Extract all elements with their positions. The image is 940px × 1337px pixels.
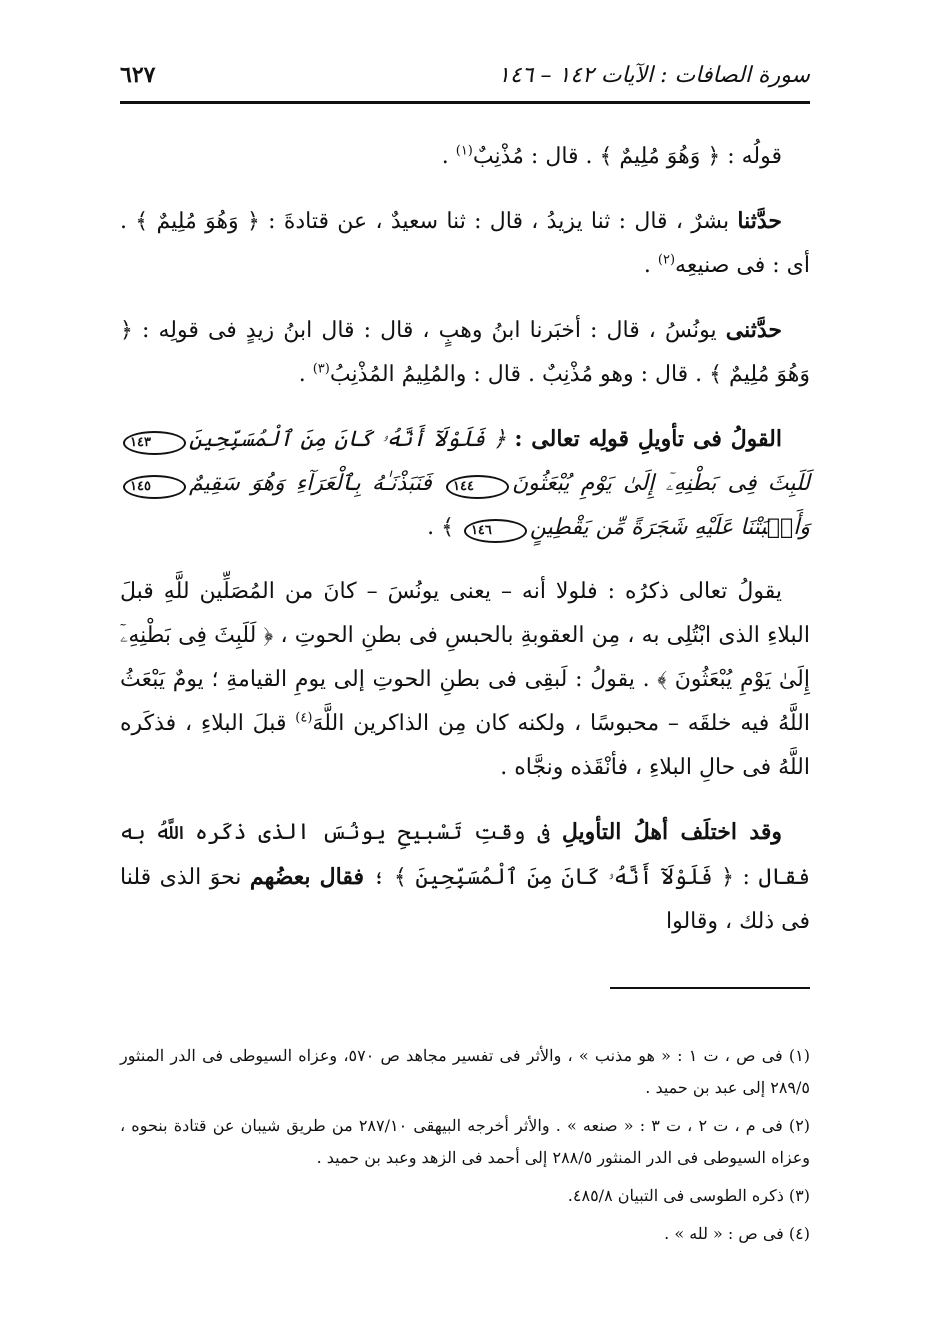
ayah-number-mark: ١٤٦	[464, 519, 527, 543]
book-page	[120, 0, 810, 1337]
footnote-rule	[610, 987, 810, 989]
para-end: .	[643, 253, 658, 278]
chain-lead: حدَّثنا	[737, 208, 782, 234]
main-text	[120, 135, 810, 964]
para-text: بشرٌ ، قال : ثنا يزيدُ ، قال : ثنا سعيدٌ ، عن قتادةَ : ﴿ وَهُوَ مُلِيمٌ ﴾ . أى : فى صنيعِه	[120, 209, 810, 278]
para-lead: وقد اختلَف أهلُ التأويلِ	[561, 819, 783, 845]
section-heading: القولُ فى تأويلِ قولِه تعالى :	[514, 426, 782, 452]
ayah-number-mark: ١٤٥	[123, 475, 186, 499]
footnotes	[120, 1040, 810, 1256]
page-number: ٦٢٧	[120, 62, 156, 88]
paragraph-2	[120, 199, 810, 288]
para-text: قولُه : ﴿ وَهُوَ مُلِيمٌ ﴾ . قال : مُذْنِبٌ	[472, 144, 782, 169]
para-text: يونُسُ ، قال : أخبَرنا ابنُ وهبٍ ، قال : قال ابنُ زيدٍ فى قولِه : ﴿ وَهُوَ مُلِيمٌ ﴾ . قال : وهو مُذْنِبٌ . قال : والمُلِيمُ المُذْنِبُ	[120, 318, 810, 387]
tafsir-paragraph-1	[120, 570, 810, 790]
footnote-ref: (٤)	[295, 710, 313, 726]
para-text: فى وقتِ تَسْبيحِ يونُسَ الذى ذكَره اللَّهُ به فقال : ﴿ فَلَوْلَآ أَنَّهُۥ كَانَ مِنَ ٱلْمُسَبِّحِينَ ﴾ ؛	[120, 820, 810, 890]
para-bold: فقال بعضُهم	[249, 864, 365, 890]
para-text: يقولُ تعالى ذكرُه : فلولا أنه – يعنى يونُسَ – كانَ من المُصَلِّين للَّهِ قبلَ البلاءِ الذى ابْتُلِى به ، مِن العقوبةِ بالحبسِ فى بطنِ الحوتِ ، ﴿ لَلَبِثَ فِى بَطْنِهِۦٓ إِلَىٰ يَوْمِ يُبْعَثُونَ ﴾ . يقولُ : لَبقِى فى بطنِ الحوتِ إلى يومِ القيامةِ ؛ يومٌ يَبْعَثُ اللَّهُ فيه خلقَه – محبوسًا ، ولكنه كان مِن الذاكرين اللَّهَ	[120, 579, 810, 736]
footnote-ref: (٣)	[312, 361, 330, 377]
paragraph-1	[120, 135, 810, 179]
tafsir-paragraph-2	[120, 810, 810, 944]
footnote-2: (٢) فى م ، ت ٢ ، ت ٣ : « صنعه » . والأثر أخرجه البيهقى ٢٨٧/١٠ من طريق شيبان عن قتادة بنحوه ، وعزاه السيوطى فى الدر المنثور ٢٨٨/٥ إلى أحمد فى الزهد وعبد بن حميد .	[120, 1116, 811, 1167]
para-text: قبلَ البلاءِ ، فذكَره اللَّهُ فى حالِ البلاءِ ، فأنْقَذه ونجَّاه .	[120, 711, 810, 780]
ayah-end: ﴾ .	[427, 515, 461, 540]
ayat-paragraph	[120, 417, 810, 550]
paragraph-3	[120, 308, 810, 397]
ayah-text: فَنَبَذْنَـٰهُ بِٱلْعَرَآءِ وَهُوَ سَقِيمٌ	[188, 471, 443, 496]
footnote-4: (٤) فى ص : « لله » .	[664, 1224, 810, 1243]
chain-lead: حدَّثنى	[725, 317, 782, 343]
footnote-ref: (١)	[455, 143, 473, 159]
surah-title: سورة الصافات : الآيات ١٤٢ – ١٤٦	[498, 62, 810, 88]
para-text: نحوَ الذى قلنا فى ذلك ، وقالوا	[120, 865, 810, 934]
ayah-text: لَلَبِثَ فِى بَطْنِهِۦٓ إِلَىٰ يَوْمِ يُبْعَثُونَ	[511, 471, 810, 496]
ayah-number-mark: ١٤٤	[446, 475, 509, 499]
ayah-text: وَأَنۢبَتْنَا عَلَيْهِ شَجَرَةً مِّن يَقْطِينٍ	[529, 515, 810, 540]
header-rule	[120, 101, 810, 104]
footnote-ref: (٢)	[657, 252, 676, 268]
ayah-text: ﴿ فَلَوْلَآ أَنَّهُۥ كَانَ مِنَ ٱلْمُسَبِّحِينَ	[188, 427, 515, 452]
footnote-3: (٣) ذكره الطوسى فى التبيان ٤٨٥/٨.	[567, 1186, 810, 1205]
footnote-1: (١) فى ص ، ت ١ : « هو مذنب » ، والأثر فى تفسير مجاهد ص ٥٧٠، وعزاه السيوطى فى الدر المنثور ٢٨٩/٥ إلى عبد بن حميد .	[120, 1046, 810, 1097]
ayah-number-mark: ١٤٣	[123, 431, 186, 455]
para-end: .	[441, 144, 456, 169]
para-end: .	[298, 362, 313, 387]
running-header	[120, 55, 810, 95]
